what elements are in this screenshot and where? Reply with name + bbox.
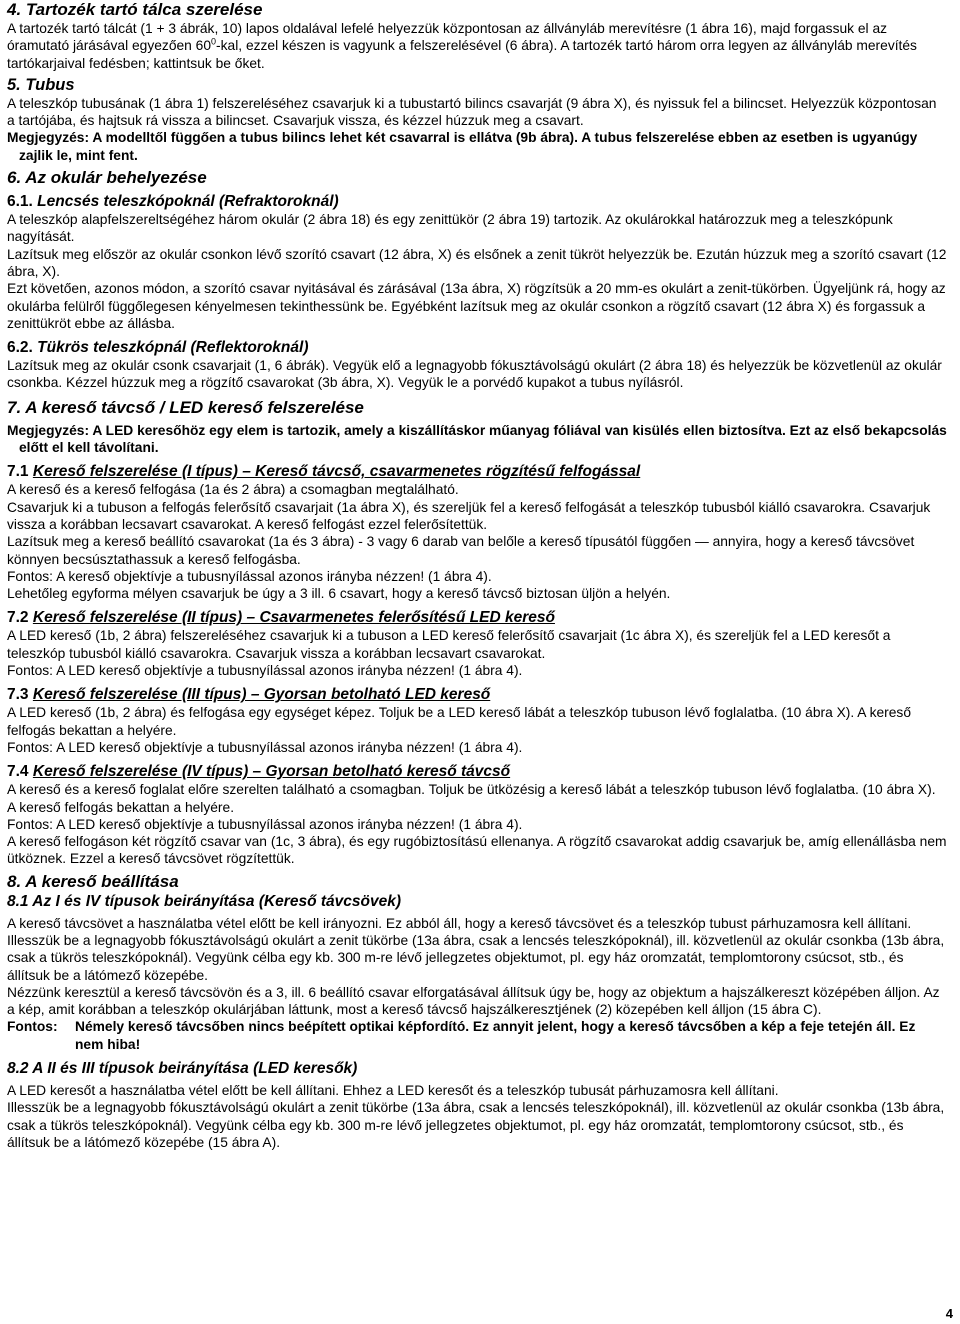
paragraph-8-1-2: Illesszük be a legnagyobb fókusztávolságú okulárt a zenit tükörbe (13a ábra, csak a lencsés teleszkópoknál), ill. közvetlenül az okulár csonkba (13b ábra, csak a tükrös teleszkópoknál). Vegyünk célba egy kb. 300 m-re lévő jellegzetes objektumot, pl. egy ház oromzatát, templomtorony csúcsot, stb., és állítsuk be a látómező közepébe. xyxy=(7,932,945,983)
paragraph-6-1-1: A teleszkóp alapfelszereltségéhez három okulár (2 ábra 18) és egy zenittükör (2 ábra 19) tartozik. Az okulárokkal határozzuk meg a teleszkópunk nagyítását. xyxy=(7,212,893,245)
heading-7-2-number: 7.2 xyxy=(7,609,29,627)
paragraph-4-1-b: -kal, ezzel készen is vagyunk a felszerelésével (6 ábra). A tartozék tartó három orra legyen az állványláb merevítés tartókarjaival fedésben; kattintsuk be őket. xyxy=(7,38,917,71)
page-number: 4 xyxy=(945,1306,953,1321)
heading-section-6-2 xyxy=(7,338,947,357)
heading-6-1-text: Lencsés teleszkópoknál (Refraktoroknál) xyxy=(37,193,339,211)
heading-7-2-text: Kereső felszerelése (II típus) – Csavarmenetes felerősítésű LED kereső xyxy=(32,609,555,627)
heading-section-4: 4. Tartozék tartó tálca szerelése xyxy=(7,0,263,19)
heading-section-7-4 xyxy=(7,762,947,781)
paragraph-6-2-1: Lazítsuk meg az okulár csonk csavarjait (1, 6 ábrák). Vegyük elő a legnagyobb fókusztávolságú okulárt (2 ábra 18) és helyezzük be közvetlenül az okulár csonkba. Kézzel húzzuk meg a rögzítő csavarokat (3b ábra, X). Vegyük le a porvédő kupakot a tubus nyílásról. xyxy=(7,358,942,391)
heading-7-4-text: Kereső felszerelése (IV típus) – Gyorsan betolható kereső távcső xyxy=(32,763,511,781)
heading-section-8-1: 8.1 Az I és IV típusok beirányítása (Kereső távcsövek) xyxy=(7,892,401,910)
heading-7-3-text: Kereső felszerelése (III típus) – Gyorsan betolható LED kereső xyxy=(32,686,491,704)
note-7: Megjegyzés: A LED keresőhöz egy elem is tartozik, amely a kiszállításkor műanyag fóliával van kisülés ellen biztosítva. Ezt az első bekapcsolás előtt el kell távolítani. xyxy=(7,422,947,456)
paragraph-7-4-2: Fontos: A LED kereső objektívje a tubusnyílással azonos irányba nézzen! (1 ábra 4). xyxy=(7,816,523,832)
important-note-8-1 xyxy=(7,1018,947,1053)
heading-section-8: 8. A kereső beállítása xyxy=(7,871,179,891)
heading-7-1-number: 7.1 xyxy=(7,463,29,481)
heading-7-1-text: Kereső felszerelése (I típus) – Kereső távcső, csavarmenetes rögzítésű felfogással xyxy=(32,463,641,481)
degree-superscript: 0 xyxy=(211,36,217,47)
paragraph-7-4-1: A kereső és a kereső foglalat előre szerelten található a csomagban. Toljuk be ütközésig a kereső lábát a teleszkóp tubuson lévő foglalatba. (10 ábra X). A kereső felfogás bekattan a helyére. xyxy=(7,782,936,815)
paragraph-7-1-4: Fontos: A kereső objektívje a tubusnyílással azonos irányba nézzen! (1 ábra 4). xyxy=(7,568,492,584)
heading-section-7-1 xyxy=(7,462,947,481)
heading-section-6: 6. Az okulár behelyezése xyxy=(7,168,207,188)
paragraph-7-3-2: Fontos: A LED kereső objektívje a tubusnyílással azonos irányba nézzen! (1 ábra 4). xyxy=(7,739,523,755)
heading-section-5: 5. Tubus xyxy=(7,75,75,94)
heading-6-2-text: Tükrös teleszkópnál (Reflektoroknál) xyxy=(37,339,309,357)
heading-7-3-number: 7.3 xyxy=(7,686,29,704)
paragraph-7-1-1: A kereső és a kereső felfogása (1a és 2 ábra) a csomagban megtalálható. xyxy=(7,482,459,498)
paragraph-8-1-1: A kereső távcsövet a használatba vétel előtt be kell irányozni. Ez abból áll, hogy a kereső távcsövet és a teleszkóp tubust párhuzamosra kell állítani. xyxy=(7,915,912,931)
heading-section-8-2: 8.2 A II és III típusok beirányítása (LED keresők) xyxy=(7,1060,358,1078)
important-label: Fontos: xyxy=(7,1019,58,1035)
paragraph-6-1-3: Ezt követően, azonos módon, a szorító csavar nyitásával és zárásával (13a ábra, X) rögzítsük a 20 mm-es okulárt a zenit-tükörben. Ügyeljünk rá, hogy az okulárba felülről függőlegesen kényelmesen tekinthessünk be. Egyébként lazítsuk meg az okulár csonkon a rögzítő csavart (12 ábra X) és forgassuk a zenittükröt ebbe az állásba. xyxy=(7,281,946,331)
document-page xyxy=(7,0,947,1151)
paragraph-7-2-1: A LED kereső (1b, 2 ábra) felszereléséhez csavarjuk ki a tubuson a LED kereső felerősítő csavarjait (1c ábra X), és szereljük fel a LED keresőt a teleszkóp tubusból kiálló csavarokra. Csavarjuk vissza a korábban lecsavart csavarokat. xyxy=(7,628,891,661)
paragraph-8-2-1: A LED keresőt a használatba vétel előtt be kell állítani. Ehhez a LED keresőt és a teleszkóp tubusát párhuzamosra kell állítani. xyxy=(7,1083,779,1099)
paragraph-7-1-5: Lehetőleg egyforma mélyen csavarjuk be úgy a 3 ill. 6 csavart, hogy a kereső távcső biztosan üljön a helyén. xyxy=(7,586,671,602)
heading-section-6-1 xyxy=(7,192,947,211)
heading-section-7-2 xyxy=(7,608,947,627)
heading-7-4-number: 7.4 xyxy=(7,763,29,781)
heading-section-7: 7. A kereső távcső / LED kereső felszerelése xyxy=(7,397,364,417)
paragraph-5-1: A teleszkóp tubusának (1 ábra 1) felszereléséhez csavarjuk ki a tubustartó bilincs csavarját (9 ábra X), és nyissuk fel a bilincset. Helyezzük központosan a tartójába, és hajtsuk rá vissza a bilincset. Csavarjuk vissza, és kézzel húzzuk meg a csavart. xyxy=(7,95,937,129)
important-text: Némely kereső távcsőben nincs beépített optikai képfordító. Ez annyit jelent, hogy a kereső távcsőben a kép a feje tetején áll. Ez nem hiba! xyxy=(75,1019,916,1052)
paragraph-4-1-a: A tartozék tartó tálcát (1 + 3 ábrák, 10) lapos oldalával lefelé helyezzük központosan az állványláb merevítésre (1 ábra 16), majd forgassuk el az óramutató járásával egyezően 60 xyxy=(7,21,888,54)
paragraph-8-2-2: Illesszük be a legnagyobb fókusztávolságú okulárt a zenit tükörbe (13a ábra, csak a lencsés teleszkópoknál), ill. közvetlenül az okulár csonkba (13b ábra, csak a tükrös teleszkópoknál). Vegyünk célba egy kb. 300 m-re lévő jellegzetes objektumot, pl. egy ház oromzatát, templomtorony csúcsot, stb., és állítsuk be a látómező közepébe (15 ábra A). xyxy=(7,1100,945,1150)
paragraph-7-4-3: A kereső felfogáson két rögzítő csavar van (1c, 3 ábra), és egy rugóbiztosítású ellenanya. A rögzítő csavarokat addig csavarjuk be, amíg ellenállásba nem ütköznek. Ezzel a kereső távcsövet rögzítettük. xyxy=(7,834,947,867)
paragraph-7-3-1: A LED kereső (1b, 2 ábra) és felfogása egy egységet képez. Toljuk be a LED kereső lábát a teleszkóp tubuson lévő foglalatba. (10 ábra X). A kereső felfogás bekattan a helyére. xyxy=(7,705,911,738)
paragraph-7-1-2: Csavarjuk ki a tubuson a felfogás felerősítő csavarjait (1a ábra X), és szereljük fel a kereső felfogását a teleszkóp tubusból kiálló csavarokra. Csavarjuk vissza a korábban lecsavart csavarokat. A kereső felfogást ezzel felerősítettük. xyxy=(7,499,931,532)
heading-6-2-number: 6.2. xyxy=(7,339,33,357)
note-5: Megjegyzés: A modelltől függően a tubus bilincs lehet két csavarral is ellátva (9b ábra). A tubus felszerelése ebben az esetben is ugyanúgy zajlik le, mint fent. xyxy=(7,130,918,163)
paragraph-6-1-2: Lazítsuk meg először az okulár csonkon lévő szorító csavart (12 ábra, X) és elsőnek a zenit tükröt helyezzük be. Ezután húzzuk meg a szorító csavart (12 ábra, X). xyxy=(7,246,947,279)
heading-6-1-number: 6.1. xyxy=(7,193,33,211)
paragraph-7-2-2: Fontos: A LED kereső objektívje a tubusnyílással azonos irányba nézzen! (1 ábra 4). xyxy=(7,663,523,679)
heading-section-7-3 xyxy=(7,685,947,704)
paragraph-8-1-3: Nézzünk keresztül a kereső távcsövön és a 3, ill. 6 beállító csavar elforgatásával állítsuk úgy be, hogy az objektum a hajszálkereszt középében álljon. Az a kép, amit korábban a teleszkóp okulárjában láttunk, most a kereső távcső hajszálkeresztjének (2) közepében kell álljon (15 ábra C). xyxy=(7,984,940,1018)
paragraph-7-1-3: Lazítsuk meg a kereső beállító csavarokat (1a és 3 ábra) - 3 vagy 6 darab van belőle a kereső típusától függően — annyira, hogy a kereső távcsövet könnyen becsúsztathassuk a kereső felfogásba. xyxy=(7,534,915,567)
paragraph-4-1 xyxy=(7,20,947,72)
